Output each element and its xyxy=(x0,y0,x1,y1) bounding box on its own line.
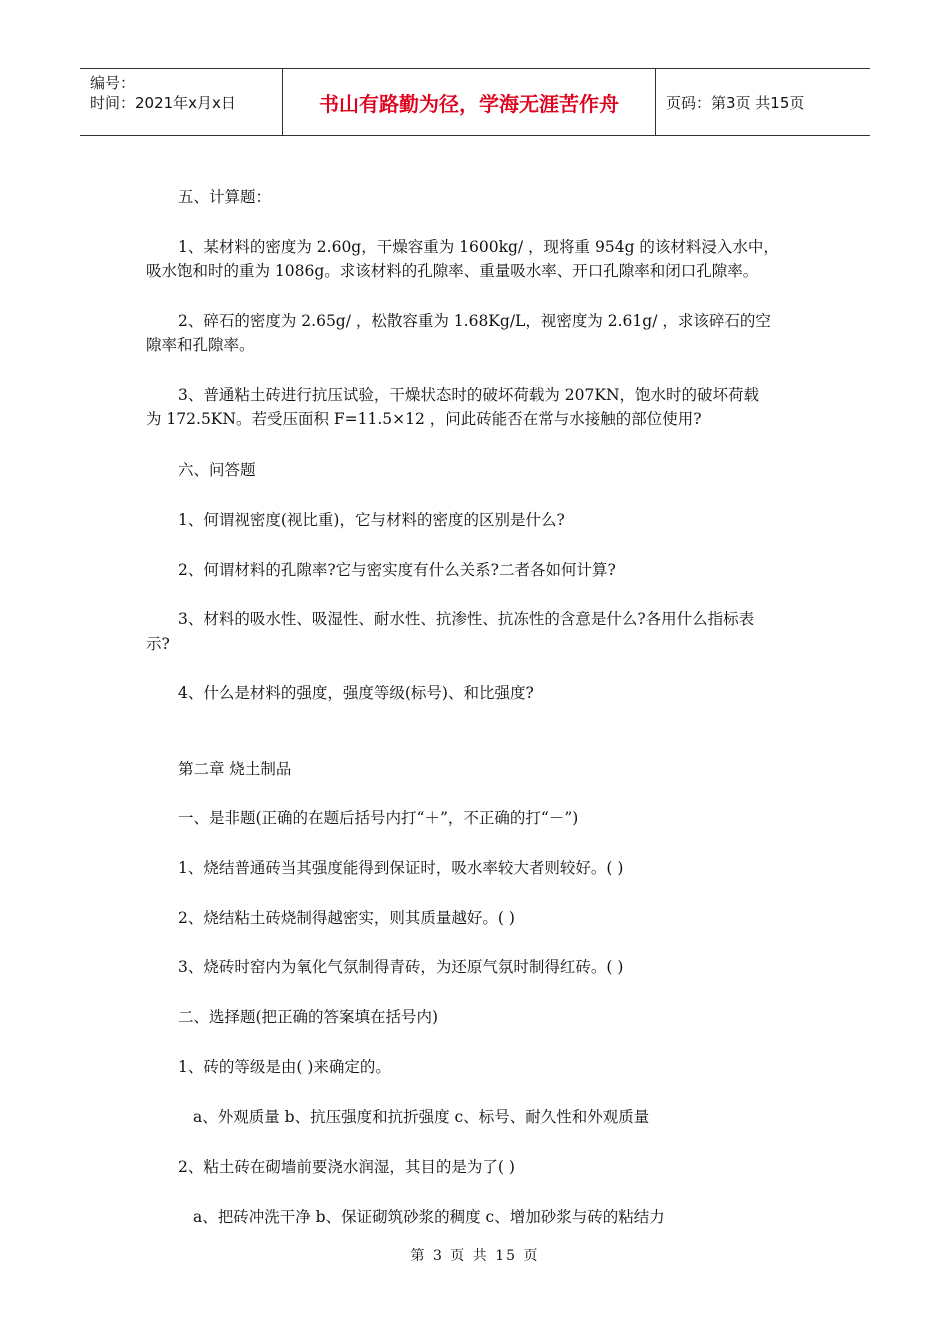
section-calculation-title: 五、计算题： xyxy=(178,188,272,206)
qa-question-2: 2、何谓材料的孔隙率?它与密实度有什么关系?二者各如何计算? xyxy=(178,561,616,579)
qa-question-4: 4、什么是材料的强度，强度等级(标号)、和比强度? xyxy=(178,684,534,702)
header-motto: 书山有路勤为径，学海无涯苦作舟 xyxy=(282,69,656,135)
section-choice-title: 二、选择题(把正确的答案填在括号内) xyxy=(178,1008,439,1026)
calc-question-1-line-1: 1、某材料的密度为 2.60g，干燥容重为 1600kg/ ，现将重 954g 的该材料浸入水中， xyxy=(178,238,779,256)
qa-question-1: 1、何谓视密度(视比重)，它与材料的密度的区别是什么? xyxy=(178,511,565,529)
qa-question-3-line-1: 3、材料的吸水性、吸湿性、耐水性、抗渗性、抗冻性的含意是什么?各用什么指标表 xyxy=(178,610,755,628)
section-true-false-title: 一、是非题(正确的在题后括号内打“＋”，不正确的打“－”) xyxy=(178,809,579,827)
tf-question-3: 3、烧砖时窑内为氧化气氛制得青砖，为还原气氛时制得红砖。( ) xyxy=(178,958,624,976)
tf-question-2: 2、烧结粘土砖烧制得越密实，则其质量越好。( ) xyxy=(178,909,515,927)
document-number: 编号： xyxy=(90,74,136,92)
header-meta xyxy=(80,69,282,135)
calc-question-1-line-2: 吸水饱和时的重为 1086g。求该材料的孔隙率、重量吸水率、开口孔隙率和闭口孔隙率。 xyxy=(146,262,759,280)
page-header xyxy=(80,68,870,136)
chapter-2-title: 第二章 烧土制品 xyxy=(178,760,292,778)
page-footer: 第 3 页 共 15 页 xyxy=(410,1248,540,1264)
calc-question-3-line-2: 为 172.5KN。若受压面积 F=11.5×12 ，问此砖能否在常与水接触的部位使用? xyxy=(146,410,702,428)
document-date: 时间：2021年x月x日 xyxy=(90,94,236,112)
qa-question-3-line-2: 示? xyxy=(146,635,170,653)
section-qa-title: 六、问答题 xyxy=(178,461,256,479)
choice-question-1-options: a、外观质量 b、抗压强度和抗折强度 c、标号、耐久性和外观质量 xyxy=(193,1108,650,1126)
calc-question-2-line-1: 2、碎石的密度为 2.65g/ ，松散容重为 1.68Kg/L，视密度为 2.61g/ ，求该碎石的空 xyxy=(178,312,771,330)
calc-question-2-line-2: 隙率和孔隙率。 xyxy=(146,336,255,354)
tf-question-1: 1、烧结普通砖当其强度能得到保证时，吸水率较大者则较好。( ) xyxy=(178,859,624,877)
choice-question-1: 1、砖的等级是由( )来确定的。 xyxy=(178,1058,391,1076)
header-page-info: 页码：第3页 共15页 xyxy=(666,93,805,112)
choice-question-2: 2、粘土砖在砌墙前要浇水润湿，其目的是为了( ) xyxy=(178,1158,515,1176)
choice-question-2-options: a、把砖冲洗干净 b、保证砌筑砂浆的稠度 c、增加砂浆与砖的粘结力 xyxy=(193,1208,665,1226)
calc-question-3-line-1: 3、普通粘土砖进行抗压试验，干燥状态时的破坏荷载为 207KN，饱水时的破坏荷载 xyxy=(178,386,760,404)
